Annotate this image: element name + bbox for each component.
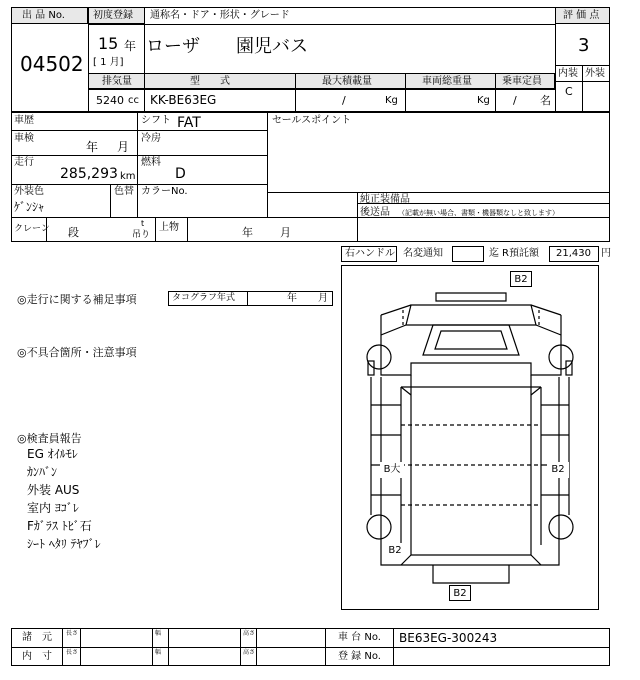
damage-tag-front: B2 [510,271,532,287]
defects-label: ◎不具合箇所・注意事項 [17,346,137,359]
model-code: KK-BE63EG [150,93,217,107]
capacity-unit: 名 [540,94,551,107]
ext-color-value: ｹﾞﾝｼｬ [14,200,45,214]
shift-label: シフト [141,115,171,126]
length-label: 長さ [66,630,79,637]
damage-tag-left-mid: B大 [380,462,404,478]
inspector-item: 室内 ﾖｺﾞﾚ [27,501,79,515]
inspector-label: ◎検査員報告 [17,432,82,445]
shift-value: FAT [177,115,201,131]
driving-notes-label: ◎走行に関する補足事項 [17,293,137,306]
lot-no: 04502 [20,52,84,76]
sales-point-label: セールスポイント [272,115,352,126]
inspector-item: 外装 AUS [27,483,80,497]
max-load-value: / [342,94,346,107]
gross-weight-label: 車両総重量 [422,76,472,87]
tachograph-month-unit: 月 [318,293,328,304]
first-reg-month: [ 1 月] [93,57,124,68]
recycle-label: R預託額 [502,248,539,259]
damage-tag-rear: B2 [449,585,471,601]
aftermarket-note: （記載が無い場合、書類・機器類なしと致します） [398,209,559,217]
inner-label: 内 寸 [22,651,52,662]
name-change-label: 名変通知 [403,248,443,259]
displacement-unit: cc [128,95,139,106]
first-reg-label: 初度登録 [93,10,133,21]
inspector-item: ｶﾝﾊﾞﾝ [27,465,58,479]
ac-label: 冷房 [141,133,161,144]
width-label-inner: 幅 [155,649,162,656]
mileage-value: 285,293 [60,166,118,182]
exterior-label: 外装 [585,68,605,79]
mileage-unit: km [120,171,136,182]
interior-grade: C [565,85,573,98]
odo-prefix: 迄 [489,248,499,259]
yen-label: 円 [601,248,611,259]
steering-value: 右ハンドル [345,248,395,259]
damage-tag-left-low: B2 [384,543,406,559]
capacity-label: 乗車定員 [502,76,542,87]
ext-color-label: 外装色 [14,186,44,197]
inspection-month-unit: 月 [117,140,130,154]
fuel-value: D [175,166,186,182]
recycle-fee: 21,430 [556,248,591,259]
color-code-label: カラーNo. [141,186,188,197]
history-label: 車歴 [14,115,34,126]
upper-year-unit: 年 [242,226,253,239]
upper-label: 上物 [159,222,179,233]
inspector-item: ｼｰﾄ ﾍﾀﾘ ﾃﾔﾌﾞﾚ [27,537,101,551]
tachograph-label: タコグラフ年式 [172,293,236,303]
vehicle-name: ローザ 園児バス [146,36,308,57]
first-reg-year-unit: 年 [124,39,137,53]
registration-label: 登 録 No. [338,651,381,662]
bus-outline-diagram [341,265,599,610]
score-value: 3 [578,35,590,56]
model-title-label: 通称名・ドア・形状・グレード [150,10,290,21]
max-load-unit: Kg [385,95,398,106]
chassis-label: 車 台 No. [338,632,381,643]
crane-label: クレーン [14,224,50,234]
first-reg-year: 15 [98,34,119,53]
tachograph-year-unit: 年 [287,293,297,304]
name-change-box [452,246,484,262]
inspection-year-unit: 年 [86,140,99,154]
crane-lift-label: 吊り [132,230,151,240]
crane-ton-label: t [141,219,145,228]
inspector-item: EG ｵｲﾙﾓﾚ [27,447,78,461]
upper-month-unit: 月 [280,226,291,239]
height-label-inner: 高さ [243,649,256,656]
fuel-label: 燃料 [141,157,161,168]
width-label: 幅 [155,630,162,637]
color-no-label: 色替 [114,186,134,197]
inspector-item: Fｶﾞﾗｽ ﾄﾋﾞ石 [27,519,92,533]
score-label: 評 価 点 [563,10,600,21]
genuine-equipment-label: 純正装備品 [360,194,410,205]
lot-no-label: 出 品 No. [22,10,65,21]
inspection-label: 車検 [14,133,34,144]
damage-tag-right-mid: B2 [547,462,569,478]
length-label-inner: 長さ [66,649,79,656]
aftermarket-label: 後送品 [360,207,390,218]
height-label: 高さ [243,630,256,637]
mileage-label: 走行 [14,157,34,168]
displacement-value: 5240 [96,94,124,107]
model-code-label: 型 式 [190,76,230,87]
interior-label: 内装 [558,68,578,79]
spec-label: 諸 元 [22,632,52,643]
chassis-no: BE63EG-300243 [399,631,498,645]
gross-weight-unit: Kg [477,95,490,106]
max-load-label: 最大積載量 [322,76,372,87]
crane-stage-label: 段 [68,226,79,239]
capacity-value: / [513,94,517,107]
displacement-label: 排気量 [102,76,132,87]
